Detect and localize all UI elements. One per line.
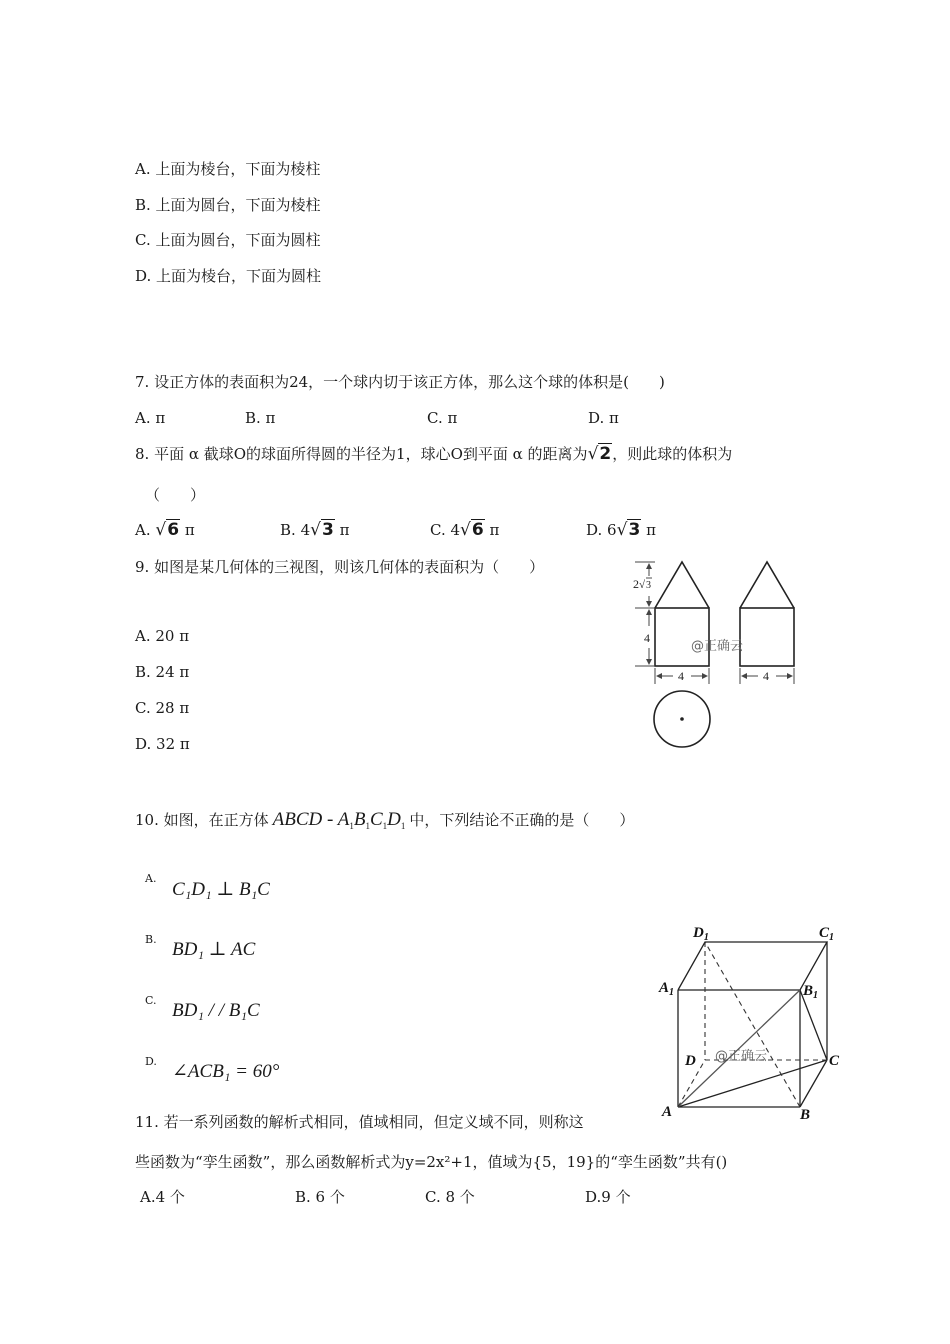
q8-option-a: A. √6 π <box>135 520 195 540</box>
q9-height-label-top-sqrt: √ <box>639 579 646 591</box>
q11-line2: 些函数为“孪生函数”，那么函数解析式为y=2x²+1，值域为{5，19}的“孪生函数”共有() <box>135 1153 728 1171</box>
q10-stem-suffix: 中，下列结论不正确的是（ ） <box>409 811 635 829</box>
q10-label-d: D <box>685 1053 696 1069</box>
q8-option-b: B. 4√3 π <box>280 520 350 540</box>
q10-cube-figure <box>655 920 845 1123</box>
q9-option-a: A. 20 π <box>135 627 190 645</box>
q10-stem-prefix: 10. 如图，在正方体 <box>135 811 269 829</box>
q9-height-label-top-radicand: 3 <box>646 580 651 591</box>
q11-option-d: D.9 个 <box>585 1188 631 1206</box>
q11-option-c: C. 8 个 <box>425 1188 475 1206</box>
q10-label-c: C <box>829 1053 840 1069</box>
q10-option-c-label: C. <box>145 994 157 1007</box>
q9-front-body <box>655 608 709 666</box>
q8-stem-part1: 8. 平面 α 截球O的球面所得圆的半径为1，球心O到平面 α 的距离为 <box>135 445 588 463</box>
q10-option-b-expr: BD₁ ⊥ AC <box>172 939 256 960</box>
q7-option-d: D. π <box>588 409 619 427</box>
q10-option-b-label: B. <box>145 933 157 946</box>
q8-paren: （ ） <box>145 486 206 504</box>
q9-option-c: C. 28 π <box>135 699 190 717</box>
q11-option-a: A.4 个 <box>140 1188 185 1206</box>
q9-three-view-figure <box>625 556 825 756</box>
q6-option-a: A. 上面为棱台，下面为棱柱 <box>135 160 321 178</box>
q8-sqrt: √2 <box>587 444 612 464</box>
q10-label-b: B <box>800 1107 811 1123</box>
q7-option-c: C. π <box>427 409 458 427</box>
q9-side-body <box>740 608 794 666</box>
q9-stem: 9. 如图是某几何体的三视图，则该几何体的表面积为（ ） <box>135 558 545 576</box>
q10-label-c1: $C_1$ <box>819 925 835 943</box>
q9-height-label-bottom: 4 <box>644 631 650 645</box>
q9-watermark: @正确云 <box>691 639 744 654</box>
q7-stem: 7. 设正方体的表面积为24，一个球内切于该正方体，那么这个球的体积是( ) <box>135 373 665 391</box>
q10-label-b1: $B_1$ <box>803 983 819 1001</box>
q9-height-label-top-coef: 2 <box>633 577 639 591</box>
q10-label-a1: $A_1$ <box>659 980 675 998</box>
q10-cube-name: ABCD - $A_1B_1C_1D_1$ <box>272 809 406 831</box>
q8-stem <box>135 446 732 463</box>
q9-width-label-right: 4 <box>763 669 769 683</box>
q10-option-d-expr: ∠ACB₁ = 60° <box>172 1061 280 1082</box>
q10-hidden-diagonal-b-d1 <box>705 942 800 1107</box>
q11-line1: 11. 若一系列函数的解析式相同，值域相同，但定义域不同，则称这 <box>135 1113 584 1131</box>
q10-watermark: @正确云 <box>715 1049 768 1064</box>
q9-front-roof <box>655 562 709 608</box>
q10-option-a-label: A. <box>145 872 157 885</box>
q8-option-c: C. 4√6 π <box>430 520 500 540</box>
q10-option-c-expr: BD₁ / / B₁C <box>172 1000 260 1021</box>
q7-option-a: A. π <box>135 409 166 427</box>
q10-label-a: A <box>662 1104 673 1120</box>
q7-option-b: B. π <box>245 409 276 427</box>
q6-option-b: B. 上面为圆台，下面为棱柱 <box>135 196 321 214</box>
q6-option-c: C. 上面为圆台，下面为圆柱 <box>135 231 321 249</box>
q10-option-a-expr: C₁D₁ ⊥ B₁C <box>172 879 270 900</box>
q10-label-d1: $D_1$ <box>693 925 709 943</box>
q9-option-b: B. 24 π <box>135 663 190 681</box>
q9-top-center-dot <box>680 717 684 721</box>
q10-stem <box>135 810 634 831</box>
q8-option-d: D. 6√3 π <box>586 520 656 540</box>
q9-side-roof <box>740 562 794 608</box>
q9-option-d: D. 32 π <box>135 735 190 753</box>
q9-width-label-left: 4 <box>678 669 684 683</box>
q10-option-d-label: D. <box>145 1055 157 1068</box>
q6-option-d: D. 上面为棱台，下面为圆柱 <box>135 267 322 285</box>
q11-option-b: B. 6 个 <box>295 1188 345 1206</box>
q8-stem-part2: ，则此球的体积为 <box>612 445 733 463</box>
